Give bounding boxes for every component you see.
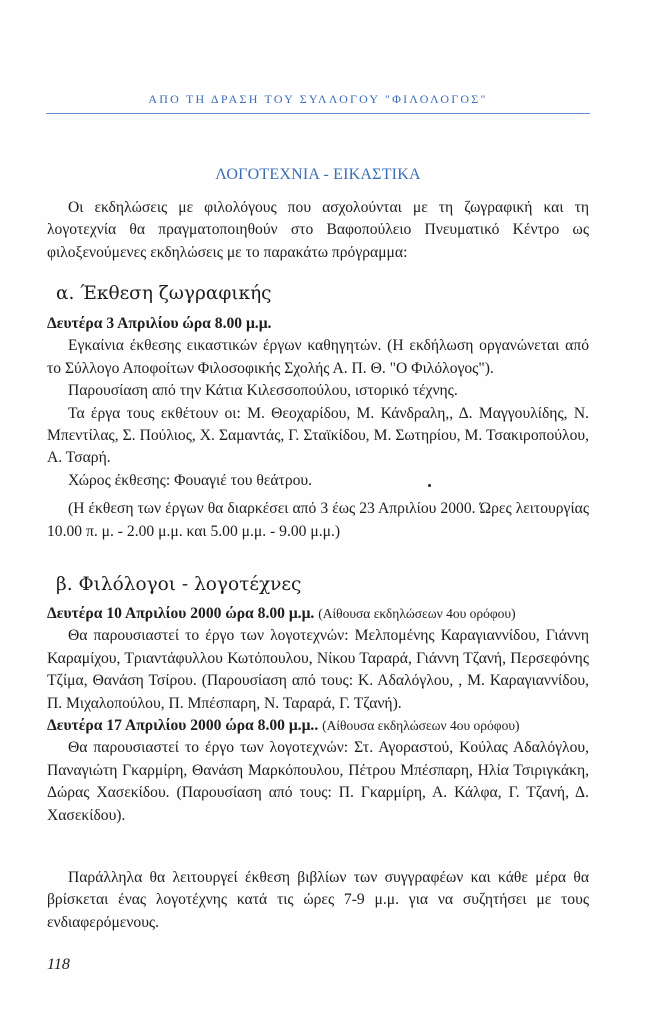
part-a-paragraph: Τα έργα τους εκθέτουν οι: Μ. Θεοχαρίδου, Μ. Κάνδραλη,, Δ. Μαγγουλίδης, Ν. Μπεντίλας, Σ. Πούλιος, Χ. Σαμαντάς, Γ. Σταϊκίδου, Μ. Σωτηρίου, Μ. Τσακιροπούλου, Α. Τσαρή. xyxy=(47,404,589,467)
closing-block xyxy=(47,867,589,934)
part-a-date: Δευτέρα 3 Απριλίου ώρα 8.00 μ.μ. xyxy=(47,315,272,332)
event-date: Δευτέρα 10 Απριλίου 2000 ώρα 8.00 μ.μ. xyxy=(47,605,315,622)
part-a-block xyxy=(47,313,589,543)
section-title: ΛΟΓΟΤΕΧΝΙΑ - ΕΙΚΑΣΤΙΚΑ xyxy=(215,166,421,183)
part-a-paragraph: Παρουσίαση από την Κάτια Κιλεσσοπούλου, ιστορικό τέχνης. xyxy=(68,382,458,400)
event-venue: (Αίθουσα εκδηλώσεων 4ου ορόφου) xyxy=(322,718,520,734)
part-a-paragraph: Εγκαίνια έκθεσης εικαστικών έργων καθηγητών. (Η εκδήλωση οργανώνεται από το Σύλλογο Αποφοίτων Φιλοσοφικής Σχολής Α. Π. Θ. "Ο Φιλόλογος"). xyxy=(47,337,589,377)
stray-dot-mark xyxy=(428,484,431,487)
part-b-heading: β. Φιλόλογοι - λογοτέχνες xyxy=(56,574,302,595)
part-a-paragraph: (Η έκθεση των έργων θα διαρκέσει από 3 έως 23 Απριλίου 2000. Ώρες λειτουργίας 10.00 π. μ. - 2.00 μ.μ. και 5.00 μ.μ. - 9.00 μ.μ.) xyxy=(47,500,589,540)
event-date: Δευτέρα 17 Απριλίου 2000 ώρα 8.00 μ.μ.. xyxy=(47,717,319,735)
part-b-block xyxy=(47,603,589,827)
running-head: ΑΠΟ ΤΗ ΔΡΑΣΗ ΤΟΥ ΣΥΛΛΟΓΟΥ "ΦΙΛΟΛΟΓΟΣ" xyxy=(148,92,488,106)
page-number: 118 xyxy=(47,956,70,973)
header-rule xyxy=(46,113,590,114)
closing-paragraph: Παράλληλα θα λειτουργεί έκθεση βιβλίων των συγγραφέων και κάθε μέρα θα βρίσκεται ένας λογοτέχνης κατά τις ώρες 7-9 μ.μ. για να συζητήσει με τους ενδιαφερόμενους. xyxy=(47,869,589,931)
event-date-line xyxy=(47,715,589,737)
event-description: Θα παρουσιαστεί το έργο των λογοτεχνών: Μελπομένης Καραγιαννίδου, Γιάννη Καραμίχου, Τριαντάφυλλου Κωτόπουλου, Νίκου Ταραρά, Γιάννη Τζανή, Περσεφόνης Τζίμα, Θανάση Τσίρου. (Παρουσίαση από τους: Κ. Αδαλόγλου, , Μ. Καραγιαννίδου, Π. Μιχαλοπούλου, Π. Μπέσπαρη, Ν. Ταραρά, Γ. Τζανή). xyxy=(47,627,589,712)
intro-block xyxy=(47,197,589,264)
part-a-heading: α. Έκθεση ζωγραφικής xyxy=(56,283,272,304)
part-a-paragraph: Χώρος έκθεσης: Φουαγιέ του θεάτρου. xyxy=(68,471,313,489)
event-venue: (Αίθουσα εκδηλώσεων 4ου ορόφου) xyxy=(318,606,516,621)
event-date-line xyxy=(47,603,589,625)
event-description: Θα παρουσιαστεί το έργο των λογοτεχνών: Στ. Αγοραστού, Κούλας Αδαλόγλου, Παναγιώτη Γκαρμίρη, Θανάση Μαρκόπουλου, Πέτρου Μπέσπαρη, Ηλία Τσιριγκάκη, Δώρας Χασεκίδου. (Παρουσίαση από τους: Π. Γκαρμίρη, Α. Κάλφα, Γ. Τζανή, Δ. Χασεκίδου). xyxy=(47,739,589,824)
intro-paragraph: Οι εκδηλώσεις με φιλολόγους που ασχολούνται με τη ζωγραφική και τη λογοτεχνία θα πραγματοποιηθούν στο Βαφοπούλειο Πνευματικό Κέντρο ως φιλοξενούμενες εκδηλώσεις με το παρακάτω πρόγραμμα: xyxy=(47,199,589,261)
